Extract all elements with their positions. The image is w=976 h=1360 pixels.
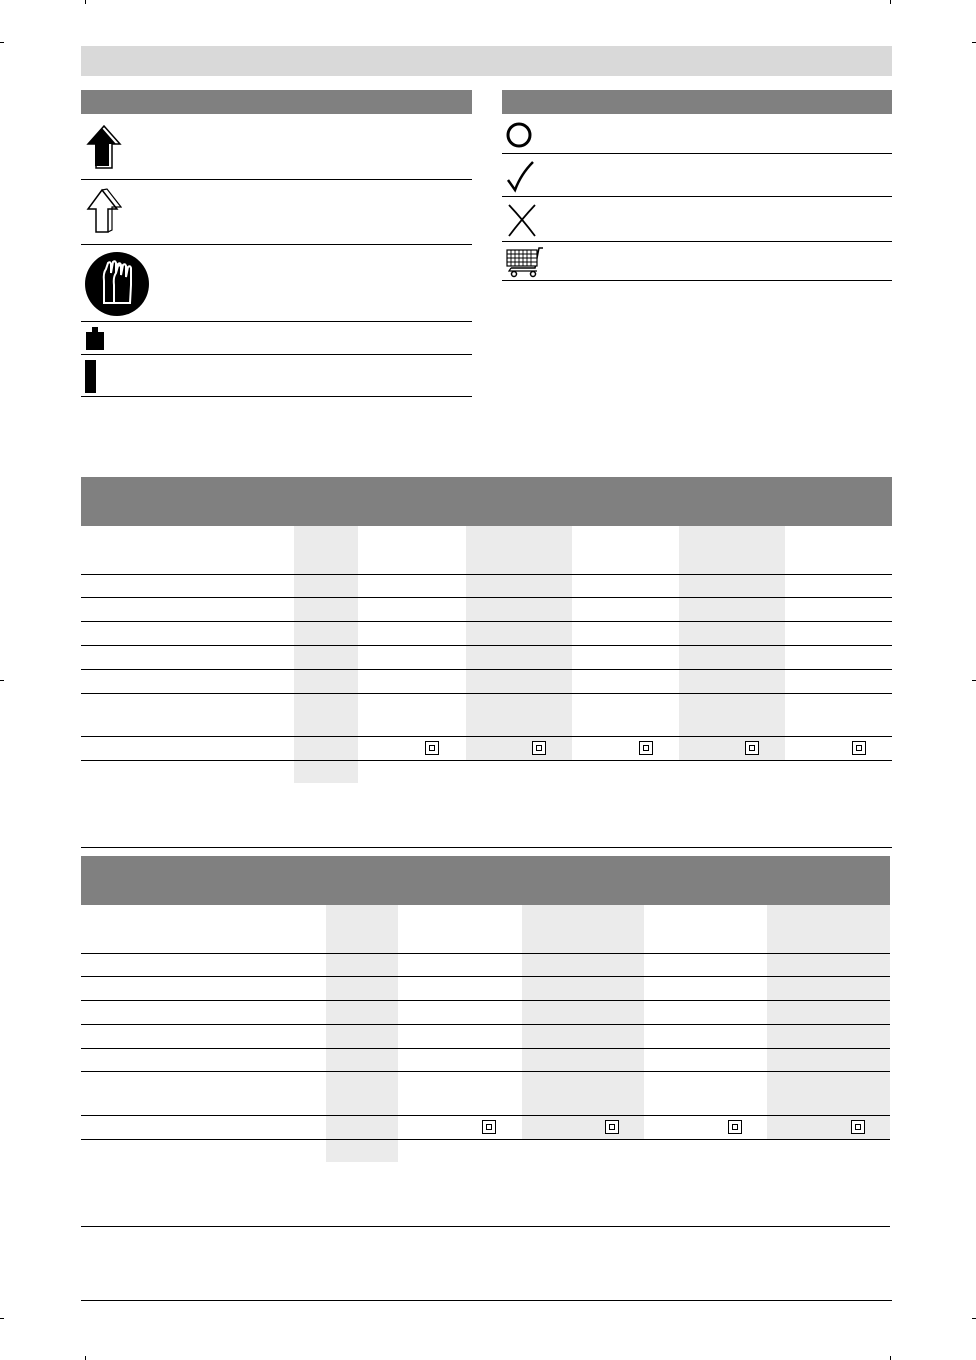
table-2-double-insulation-icon	[605, 1120, 619, 1134]
table-1-double-insulation-icon	[852, 741, 866, 755]
table-1-row-rule	[81, 693, 892, 694]
table-1-shaded-column	[679, 526, 785, 760]
checkmark-icon	[505, 160, 535, 194]
section-divider	[81, 1226, 890, 1227]
table-2-double-insulation-icon	[482, 1120, 496, 1134]
legend-left-rule	[81, 244, 472, 245]
table-1-shaded-column	[294, 526, 358, 783]
table-1-row-rule	[81, 669, 892, 670]
arrow-up-outline-icon	[86, 187, 122, 237]
legend-right-header	[502, 90, 892, 114]
bar-icon	[84, 359, 98, 395]
weight-icon	[84, 326, 106, 352]
legend-left-rule	[81, 396, 472, 397]
table-1-double-insulation-icon	[639, 741, 653, 755]
arrow-up-filled-icon	[86, 124, 122, 172]
legend-left-rule	[81, 179, 472, 180]
page-header-band	[81, 46, 892, 76]
legend-right-rule	[502, 241, 892, 242]
legend-right-rule	[502, 280, 892, 281]
table-2-row-rule	[81, 1071, 890, 1072]
table-1-row-rule	[81, 736, 892, 737]
legend-left-header	[81, 90, 472, 114]
table-2-shaded-column	[767, 905, 890, 1139]
legend-left-rule	[81, 354, 472, 355]
table-2-row-rule	[81, 1115, 890, 1116]
table-2-double-insulation-icon	[728, 1120, 742, 1134]
page-footer-rule	[81, 1300, 892, 1301]
table-2-header	[81, 856, 890, 905]
table-1-double-insulation-icon	[532, 741, 546, 755]
shopping-cart-icon	[503, 246, 545, 280]
legend-left-rule	[81, 321, 472, 322]
table-1-row-rule	[81, 574, 892, 575]
table-1-double-insulation-icon	[425, 741, 439, 755]
table-2-shaded-column	[326, 905, 398, 1162]
table-1-row-rule	[81, 597, 892, 598]
table-1-row-rule	[81, 621, 892, 622]
table-1-double-insulation-icon	[745, 741, 759, 755]
table-1-row-rule	[81, 760, 892, 761]
table-1-shaded-column	[466, 526, 572, 760]
table-2-row-rule	[81, 953, 890, 954]
table-1-row-rule	[81, 645, 892, 646]
legend-right-rule	[502, 196, 892, 197]
circle-icon	[505, 120, 535, 150]
section-divider	[81, 847, 892, 848]
table-1-header	[81, 477, 892, 526]
table-2-row-rule	[81, 1000, 890, 1001]
table-2-shaded-column	[522, 905, 644, 1139]
table-2-row-rule	[81, 976, 890, 977]
table-2-row-rule	[81, 1139, 890, 1140]
table-2-row-rule	[81, 1048, 890, 1049]
table-2-row-rule	[81, 1024, 890, 1025]
table-2-double-insulation-icon	[851, 1120, 865, 1134]
gloves-icon	[84, 251, 150, 317]
legend-right-rule	[502, 153, 892, 154]
cross-icon	[505, 202, 539, 238]
